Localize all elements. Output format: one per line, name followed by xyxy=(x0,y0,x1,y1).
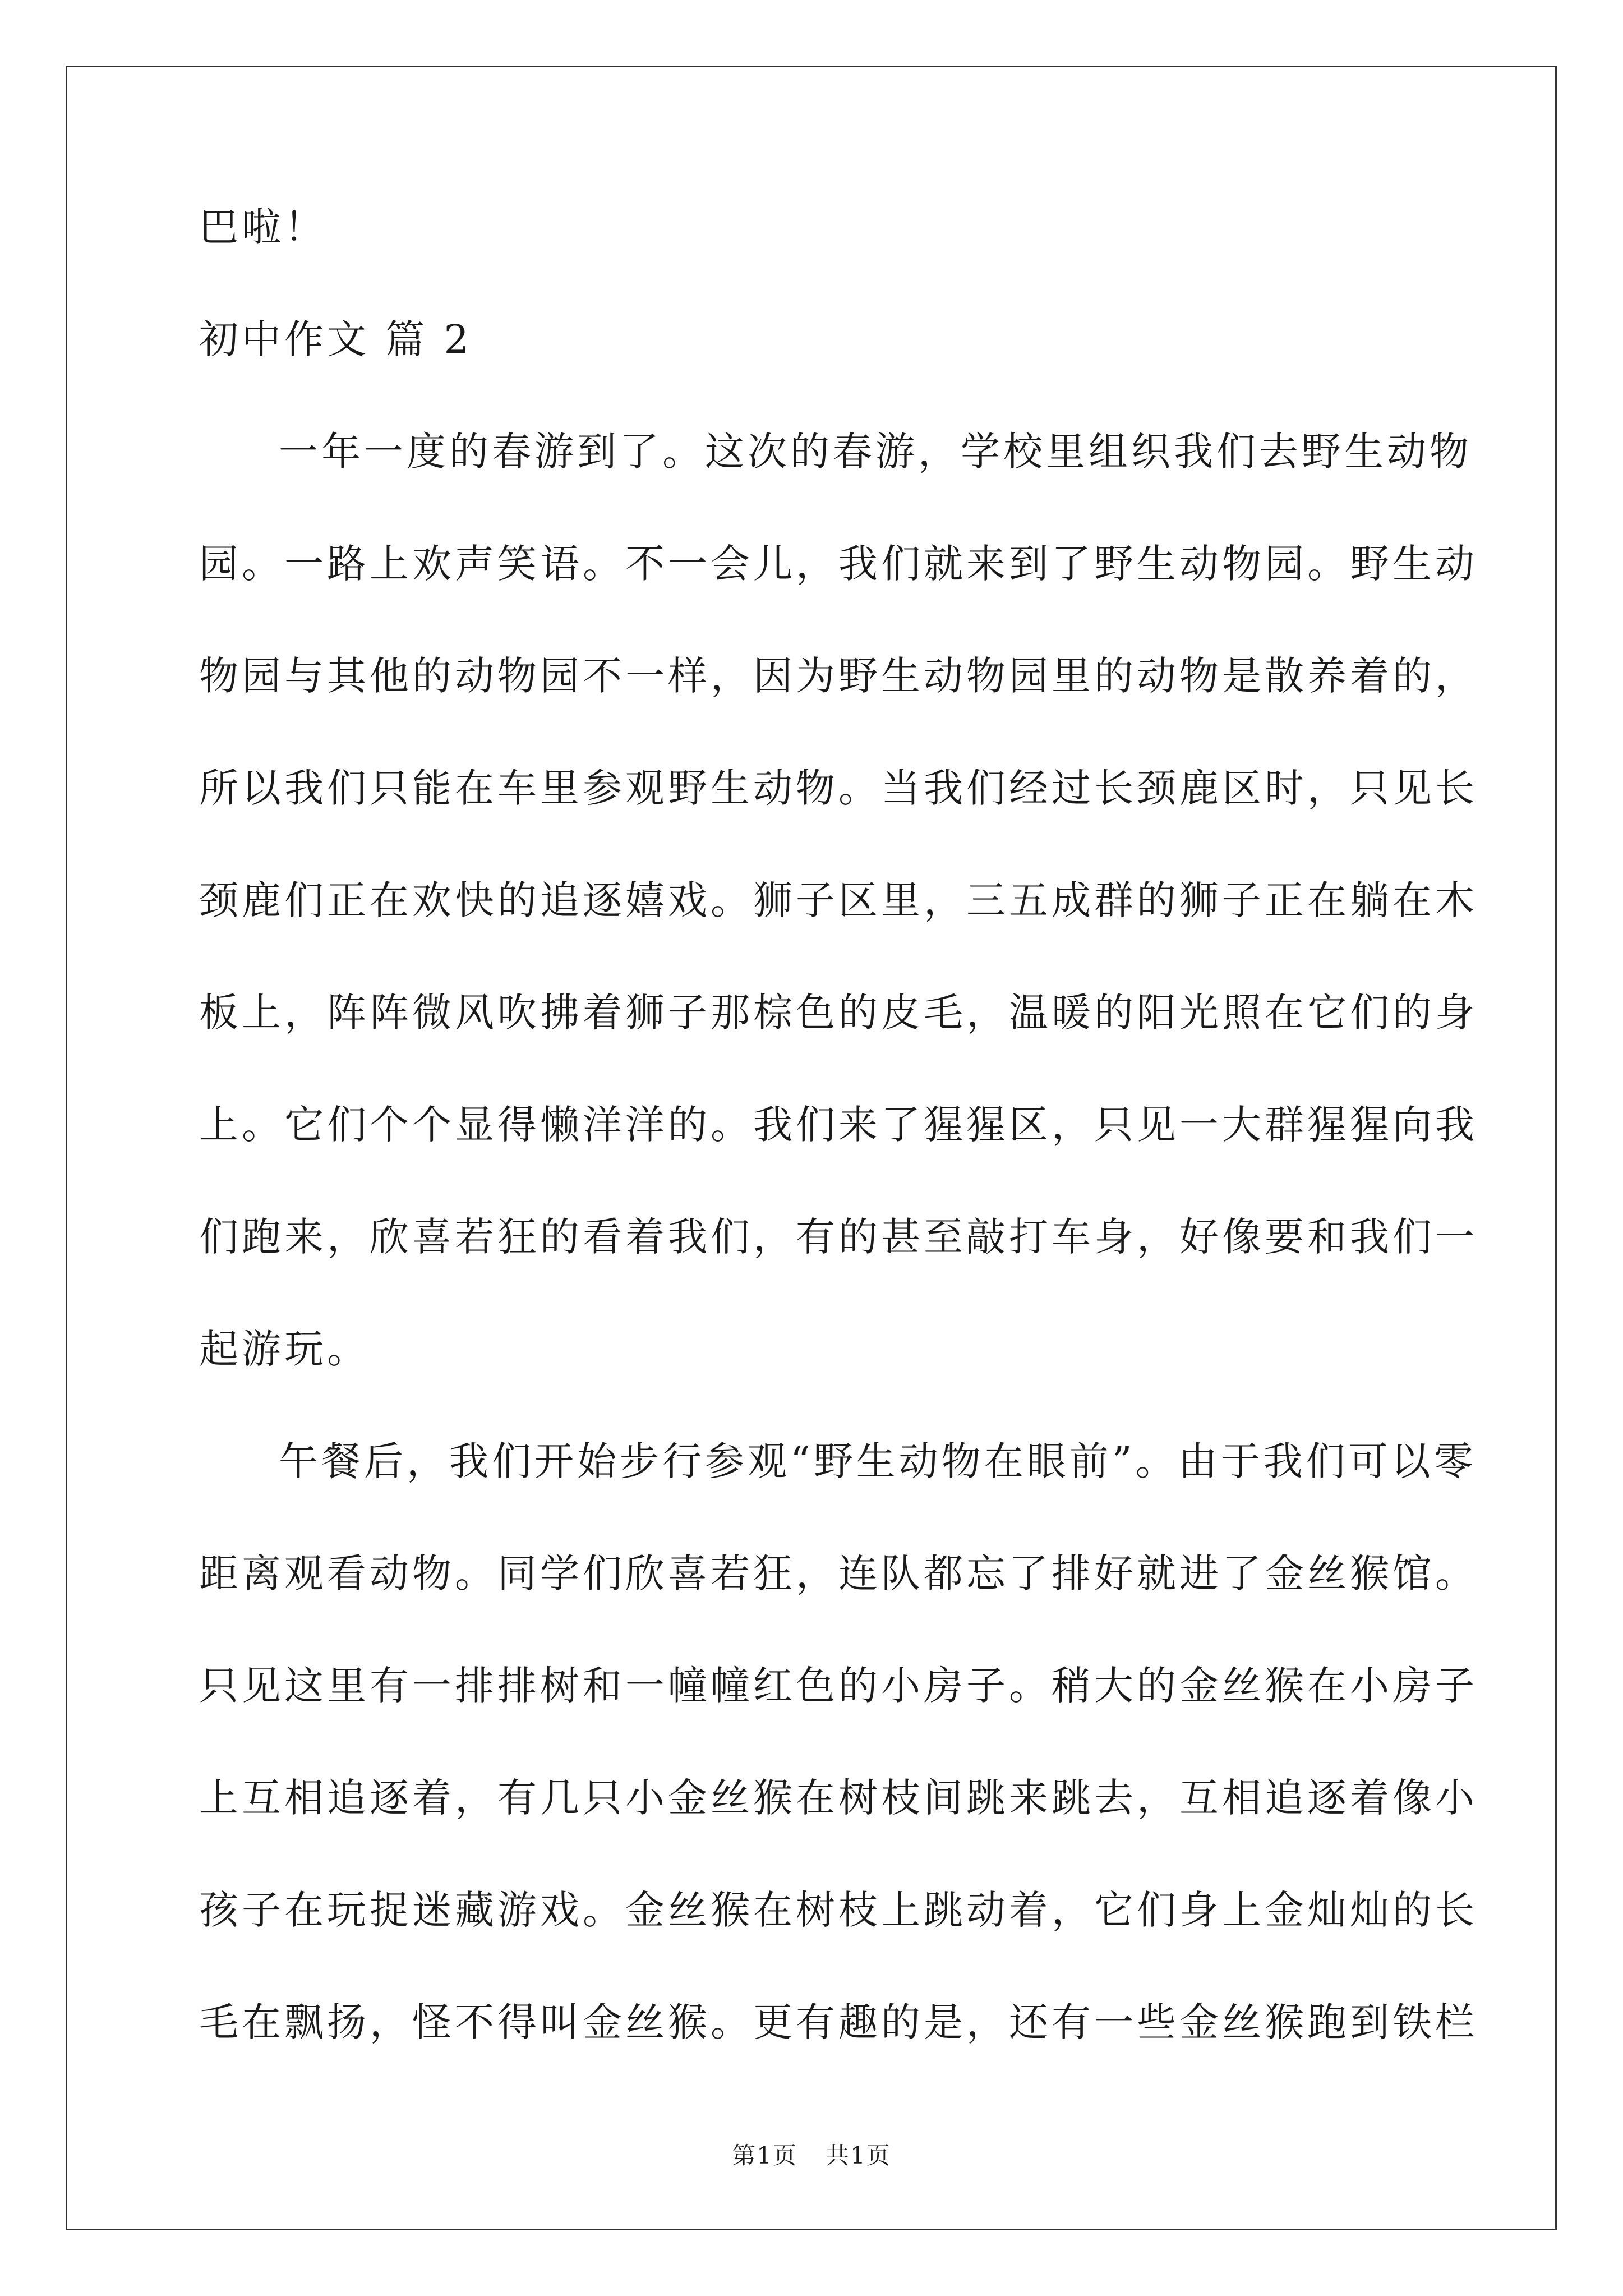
paragraph-2 xyxy=(199,1405,1478,2078)
section-heading xyxy=(199,283,1433,395)
text-line: 园。一路上欢声笑语。不一会儿，我们就来到了野生动物园。野生动 xyxy=(199,541,1478,587)
text-line: 板上，阵阵微风吹拂着狮子那棕色的皮毛，温暖的阳光照在它们的身 xyxy=(199,990,1478,1036)
page-total: 共1页 xyxy=(826,2142,891,2169)
text-line: 上互相追逐着，有几只小金丝猴在树枝间跳来跳去，互相追逐着像小 xyxy=(199,1775,1478,1821)
text-line: 午餐后，我们开始步行参观“野生动物在眼前”。由于我们可以零 xyxy=(279,1438,1477,1484)
heading-text: 初中作文 篇 2 xyxy=(199,316,473,362)
text-line: 距离观看动物。同学们欣喜若狂，连队都忘了排好就进了金丝猴馆。 xyxy=(199,1550,1478,1596)
text-line: 物园与其他的动物园不一样，因为野生动物园里的动物是散养着的， xyxy=(199,653,1478,699)
page-footer xyxy=(0,2137,1623,2171)
page-number: 第1页 xyxy=(732,2142,797,2169)
paragraph-1 xyxy=(199,395,1478,1405)
text-line: 一年一度的春游到了。这次的春游，学校里组织我们去野生动物 xyxy=(279,429,1472,475)
text-line: 上。它们个个显得懒洋洋的。我们来了猩猩区，只见一大群猩猩向我 xyxy=(199,1102,1478,1148)
text-line: 巴啦！ xyxy=(199,204,327,250)
text-line: 起游玩。 xyxy=(199,1326,370,1372)
text-fragment-top xyxy=(199,171,1433,283)
text-line: 毛在飘扬，怪不得叫金丝猴。更有趣的是，还有一些金丝猴跑到铁栏 xyxy=(199,1999,1478,2045)
text-line: 孩子在玩捉迷藏游戏。金丝猴在树枝上跳动着，它们身上金灿灿的长 xyxy=(199,1887,1478,1933)
text-line: 只见这里有一排排树和一幢幢红色的小房子。稍大的金丝猴在小房子 xyxy=(199,1663,1478,1709)
text-line: 所以我们只能在车里参观野生动物。当我们经过长颈鹿区时，只见长 xyxy=(199,765,1478,811)
text-line: 们跑来，欣喜若狂的看着我们，有的甚至敲打车身，好像要和我们一 xyxy=(199,1214,1478,1260)
text-line: 颈鹿们正在欢快的追逐嬉戏。狮子区里，三五成群的狮子正在躺在木 xyxy=(199,877,1478,923)
